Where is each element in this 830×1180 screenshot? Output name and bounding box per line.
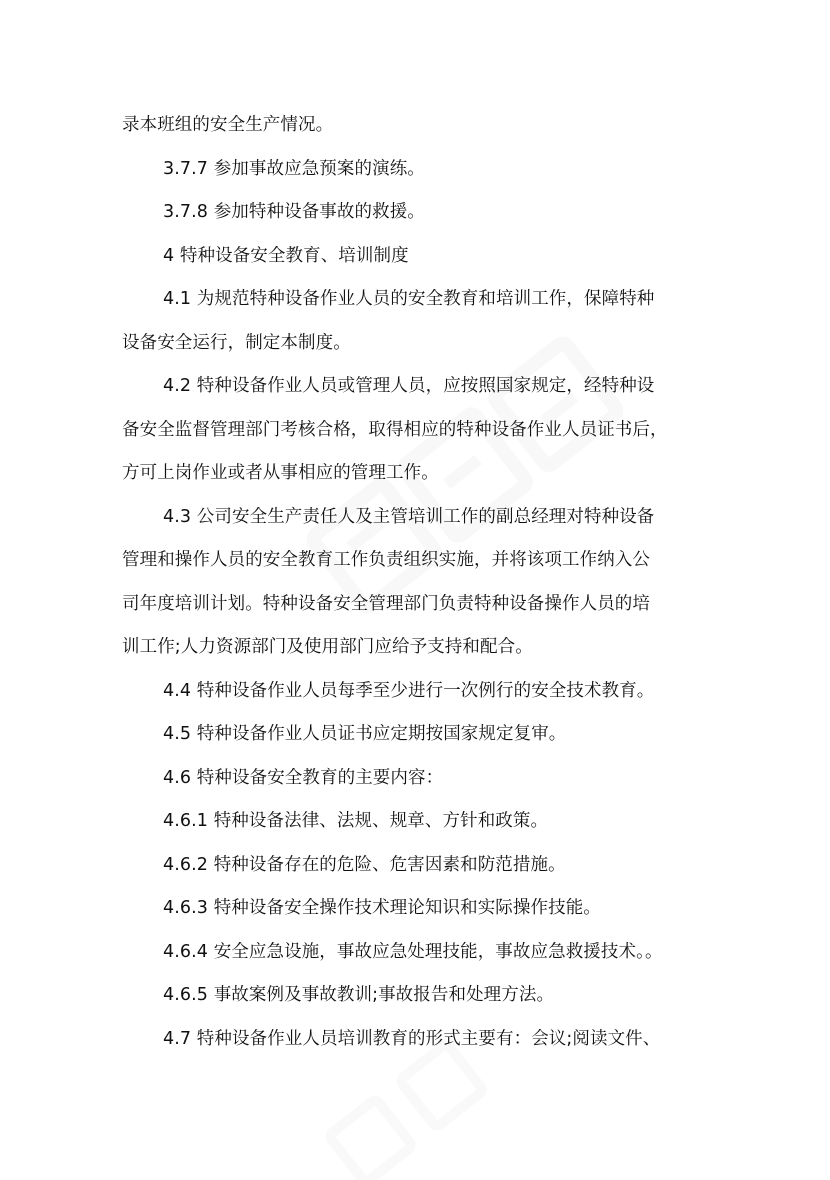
paragraph-4-2-line-1: 4.2 特种设备作业人员或管理人员，应按照国家规定，经特种设 <box>163 376 655 396</box>
paragraph-3-7-8: 3.7.8 参加特种设备事故的救援。 <box>163 202 425 222</box>
paragraph-3-7-7: 3.7.7 参加事故应急预案的演练。 <box>163 158 425 179</box>
document-body <box>122 104 712 1061</box>
paragraph-4-7: 4.7 特种设备作业人员培训教育的形式主要有：会议;阅读文件、 <box>163 1028 661 1049</box>
paragraph-4-3-line-3: 司年度培训计划。特种设备安全管理部门负责特种设备操作人员的培 <box>122 593 650 614</box>
paragraph-4-6-1: 4.6.1 特种设备法律、法规、规章、方针和政策。 <box>163 811 549 831</box>
paragraph-4-6-5: 4.6.5 事故案例及事故教训;事故报告和处理方法。 <box>163 985 555 1005</box>
paragraph-4-6: 4.6 特种设备安全教育的主要内容： <box>163 767 444 788</box>
paragraph-4-3-line-4: 训工作;人力资源部门及使用部门应给予支持和配合。 <box>122 637 533 657</box>
paragraph-4-1-line-1: 4.1 为规范特种设备作业人员的安全教育和培训工作，保障特种 <box>163 289 655 309</box>
paragraph-4-2-line-3: 方可上岗作业或者从事相应的管理工作。 <box>122 463 439 483</box>
paragraph-4-3-line-2: 管理和操作人员的安全教育工作负责组织实施，并将该项工作纳入公 <box>122 550 650 570</box>
paragraph-4-1-line-2: 设备安全运行，制定本制度。 <box>122 332 351 353</box>
paragraph-4-6-4: 4.6.4 安全应急设施，事故应急处理技能，事故应急救援技术。。 <box>163 941 663 962</box>
paragraph-4-6-2: 4.6.2 特种设备存在的危险、危害因素和防范措施。 <box>163 854 566 875</box>
paragraph-4-2-line-2: 备安全监督管理部门考核合格，取得相应的特种设备作业人员证书后， <box>122 419 668 440</box>
watermark-logo-icon-bottom <box>310 1040 510 1180</box>
paragraph-continued: 录本班组的安全生产情况。 <box>122 115 334 135</box>
paragraph-4-4: 4.4 特种设备作业人员每季至少进行一次例行的安全技术教育。 <box>163 680 655 701</box>
paragraph-4-3-line-1: 4.3 公司安全生产责任人及主管培训工作的副总经理对特种设备 <box>163 506 655 527</box>
section-heading-4: 4 特种设备安全教育、培训制度 <box>163 245 409 266</box>
paragraph-4-6-3: 4.6.3 特种设备安全操作技术理论知识和实际操作技能。 <box>163 898 601 918</box>
paragraph-4-5: 4.5 特种设备作业人员证书应定期按国家规定复审。 <box>163 724 567 744</box>
